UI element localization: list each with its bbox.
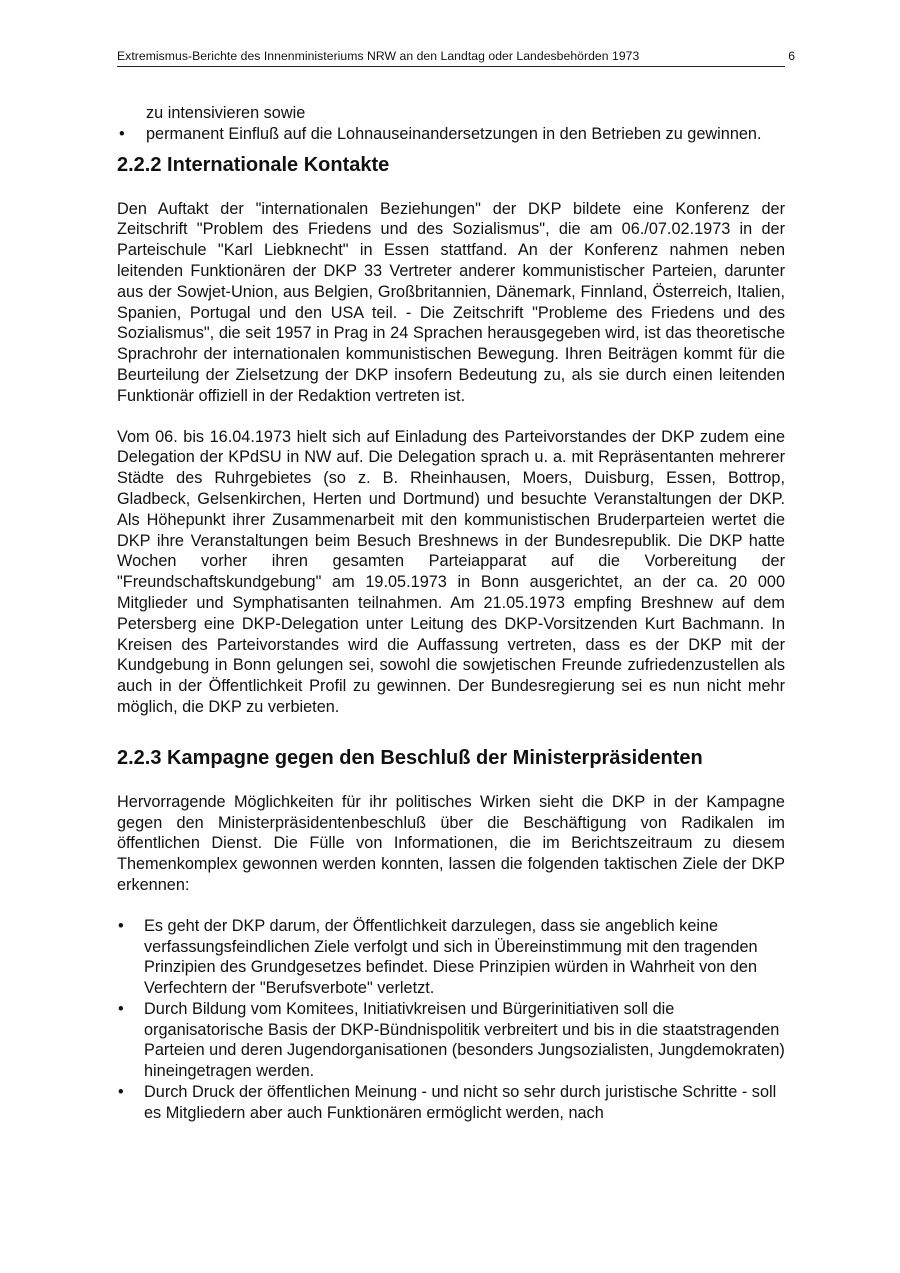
list-item	[117, 999, 785, 1082]
page-number: 6	[788, 49, 795, 63]
list-item-text: Durch Bildung vom Komitees, Initiativkreisen und Bürgerinitiativen soll die organisatorische Basis der DKP-Bündnispolitik verbreitert und bis in die staatstragenden Parteien und deren Jugendorganisationen (besonders Jungsozialisten, Jungdemokraten) hineingetragen werden.	[144, 999, 785, 1081]
continued-list-text: zu intensivieren sowie	[146, 104, 306, 122]
document-page	[117, 48, 795, 1132]
page-content	[117, 103, 785, 1124]
list-item-text: Durch Druck der öffentlichen Meinung - und nicht so sehr durch juristische Schritte - soll es Mitgliedern aber auch Funktionären ermöglicht werden, nach	[144, 1083, 777, 1122]
list-item	[117, 124, 785, 145]
bullet-marker: •	[118, 916, 124, 935]
list-item-text: permanent Einfluß auf die Lohnauseinandersetzungen in den Betrieben zu gewinnen.	[146, 124, 762, 143]
bullet-marker: •	[118, 1083, 124, 1102]
paragraph: Den Auftakt der "internationalen Beziehungen" der DKP bildete eine Konferenz der Zeitschrift "Problem des Friedens und des Sozialismus", die am 06./07.02.1973 in der Parteischule "Karl Liebknecht" in Essen stattfand. An der Konferenz nahmen neben leitenden Funktionären der DKP 33 Vertreter anderer kommunistischer Parteien, darunter aus der Sowjet-Union, aus Belgien, Großbritannien, Dänemark, Finnland, Österreich, Italien, Spanien, Portugal und den USA teil. - Die Zeitschrift "Probleme des Friedens und des Sozialismus", die seit 1957 in Prag in 24 Sprachen herausgegeben wird, ist das theoretische Sprachrohr der internationalen kommunistischen Bewegung. Ihren Beiträgen kommt für die Beurteilung der Zielsetzung der DKP insofern Bedeutung zu, als sie durch einen leitenden Funktionär offiziell in der Redaktion vertreten ist.	[117, 199, 785, 405]
tactical-goals-list	[117, 916, 785, 1124]
bullet-marker: •	[119, 124, 125, 143]
section-heading-kampagne: 2.2.3 Kampagne gegen den Beschluß der Ministerpräsidenten	[117, 746, 703, 769]
page-header	[117, 48, 795, 67]
list-item	[117, 1082, 785, 1124]
bullet-marker: •	[118, 999, 124, 1018]
header-title: Extremismus-Berichte des Innenministeriums NRW an den Landtag oder Landesbehörden 1973	[117, 49, 640, 63]
list-item-text: Es geht der DKP darum, der Öffentlichkeit darzulegen, dass sie angeblich keine verfassungsfeindlichen Ziele verfolgt und sich in Übereinstimmung mit den tragenden Prinzipien des Grundgesetzes befindet. Diese Prinzipien würden in Wahrheit von den Verfechtern der "Berufsverbote" verletzt.	[144, 916, 758, 998]
list-item	[117, 916, 785, 999]
section-heading-internationale-kontakte: 2.2.2 Internationale Kontakte	[117, 153, 390, 176]
paragraph: Hervorragende Möglichkeiten für ihr politisches Wirken sieht die DKP in der Kampagne gegen den Ministerpräsidentenbeschluß über die Beschäftigung von Radikalen im öffentlichen Dienst. Die Fülle von Informationen, die im Berichtszeitraum zu diesem Themenkomplex gewonnen werden konnten, lassen die folgenden taktischen Ziele der DKP erkennen:	[117, 792, 785, 894]
intro-bullet-list	[117, 124, 785, 145]
paragraph: Vom 06. bis 16.04.1973 hielt sich auf Einladung des Parteivorstandes der DKP zudem eine Delegation der KPdSU in NW auf. Die Delegation sprach u. a. mit Repräsentanten mehrerer Städte des Ruhrgebietes (so z. B. Rheinhausen, Moers, Duisburg, Essen, Bottrop, Gladbeck, Gelsenkirchen, Herten und Dortmund) und besuchte Veranstaltungen der DKP. Als Höhepunkt ihrer Zusammenarbeit mit den kommunistischen Bruderparteien wertet die DKP ihre Veranstaltungen beim Besuch Breshnews in der Bundesrepublik. Die DKP hatte Wochen vorher ihren gesamten Parteiapparat auf die Vorbereitung der "Freundschaftskundgebung" am 19.05.1973 in Bonn ausgerichtet, an der ca. 20 000 Mitglieder und Symphatisanten teilnahmen. Am 21.05.1973 empfing Breshnew auf dem Petersberg eine DKP-Delegation unter Leitung des DKP-Vorsitzenden Kurt Bachmann. In Kreisen des Parteivorstandes wird die Auffassung vertreten, dass es der DKP mit der Kundgebung in Bonn gelungen sei, sowohl die sowjetischen Freunde zufriedenzustellen als auch in der Öffentlichkeit Profil zu gewinnen. Der Bundesregierung sei es nun nicht mehr möglich, die DKP zu verbieten.	[117, 427, 785, 716]
